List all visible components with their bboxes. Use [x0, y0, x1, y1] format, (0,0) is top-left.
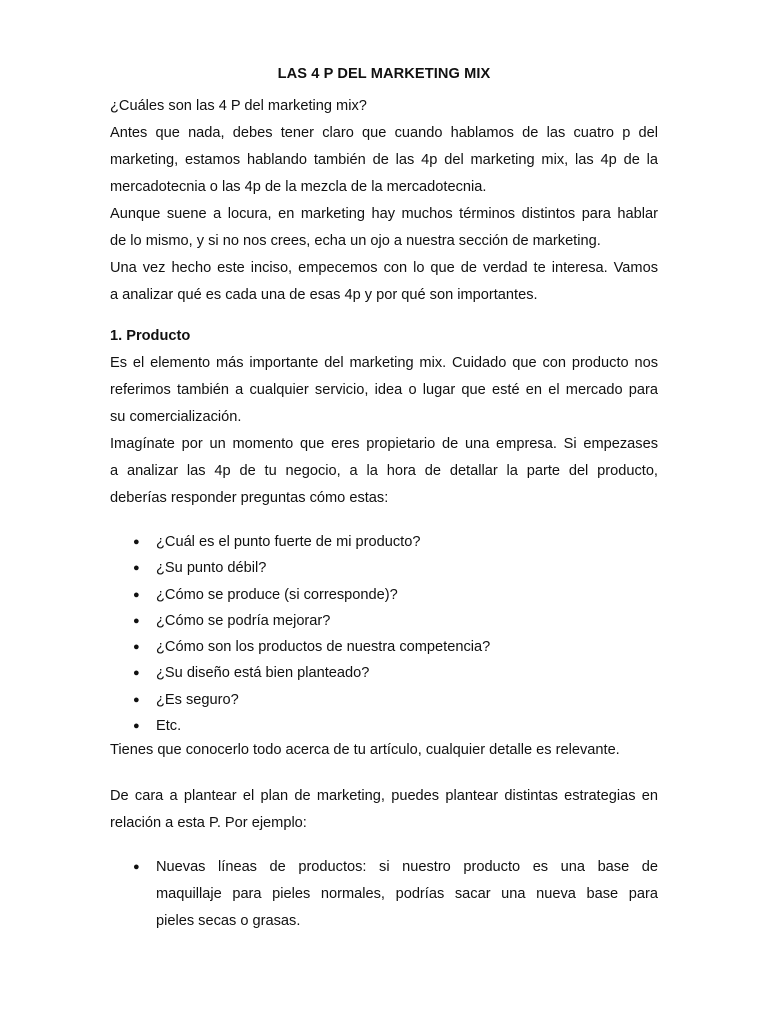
section-heading: 1. Producto: [110, 328, 191, 344]
text-line: referimos también a cualquier servicio, idea o lugar que esté en el mercado para: [110, 382, 658, 398]
text-line: Una vez hecho este inciso, empecemos con lo que de verdad te interesa. Vamos: [110, 260, 658, 276]
bullet-icon: ●: [133, 614, 140, 627]
document-title: LAS 4 P DEL MARKETING MIX: [277, 66, 491, 82]
list-item-text: ¿Cómo se podría mejorar?: [156, 612, 331, 629]
list-item: [110, 608, 658, 634]
list-item-text: ¿Cómo se produce (si corresponde)?: [156, 586, 398, 603]
bullet-icon: ●: [133, 720, 140, 733]
list-item-text: ¿Cuál es el punto fuerte de mi producto?: [156, 534, 421, 550]
bullet-icon: ●: [133, 667, 140, 680]
producto-section: [110, 323, 658, 512]
list-item: [110, 687, 658, 713]
bullet-icon: ●: [133, 562, 140, 575]
text-line: Imagínate por un momento que eres propietario de una empresa. Si empezases: [110, 436, 658, 452]
text-line: pieles secas o grasas.: [156, 913, 301, 929]
text-line: Nuevas líneas de productos: si nuestro producto es una base de: [156, 859, 658, 875]
questions-list: [110, 529, 658, 739]
text-line: Aunque suene a locura, en marketing hay muchos términos distintos para hablar: [110, 206, 658, 222]
list-item-text: Etc.: [156, 718, 182, 735]
intro-section: [110, 93, 658, 309]
producto-paragraph-1: [110, 350, 658, 431]
text-line: relación a esta P. Por ejemplo:: [110, 815, 307, 831]
text-line: a analizar qué es cada una de esas 4p y por qué son importantes.: [110, 287, 538, 303]
text-line: su comercialización.: [110, 409, 242, 425]
list-item: [110, 713, 658, 739]
bullet-icon: ●: [133, 588, 140, 601]
intro-paragraph-3: [110, 255, 658, 309]
list-item: [110, 582, 658, 608]
closing-paragraph: [110, 737, 658, 764]
strategy-paragraph: [110, 783, 658, 837]
text-line: mercadotecnia o las 4p de la mezcla de la mercadotecnia.: [110, 179, 487, 195]
intro-question: ¿Cuáles son las 4 P del marketing mix?: [110, 98, 367, 114]
list-item-text: ¿Cómo son los productos de nuestra competencia?: [156, 639, 491, 656]
bullet-icon: ●: [133, 536, 140, 548]
text-line: deberías responder preguntas cómo estas:: [110, 490, 389, 506]
intro-paragraph-1: [110, 120, 658, 201]
list-item: [110, 660, 658, 686]
text-line: a analizar las 4p de tu negocio, a la hora de detallar la parte del producto,: [110, 463, 658, 479]
text-line: maquillaje para pieles normales, podrías sacar una nueva base para: [156, 886, 658, 902]
text-line: Es el elemento más importante del marketing mix. Cuidado que con producto nos: [110, 355, 658, 371]
list-item-text: ¿Su punto débil?: [156, 560, 267, 577]
producto-paragraph-2: [110, 431, 658, 512]
text-line: Tienes que conocerlo todo acerca de tu artículo, cualquier detalle es relevante.: [110, 742, 620, 758]
text-line: marketing, estamos hablando también de las 4p del marketing mix, las 4p de la: [110, 152, 658, 168]
intro-paragraph-2: [110, 201, 658, 255]
text-line: de lo mismo, y si no nos crees, echa un ojo a nuestra sección de marketing.: [110, 233, 601, 249]
bullet-icon: ●: [133, 861, 140, 873]
list-item: [110, 634, 658, 660]
list-item: [110, 529, 658, 555]
strategy-item-text: [156, 854, 658, 935]
list-item-text: ¿Es seguro?: [156, 691, 239, 708]
list-item: [110, 555, 658, 581]
list-item-text: ¿Su diseño está bien planteado?: [156, 665, 370, 682]
text-line: Antes que nada, debes tener claro que cuando hablamos de las cuatro p del: [110, 125, 658, 141]
bullet-icon: ●: [133, 693, 140, 706]
text-line: De cara a plantear el plan de marketing, puedes plantear distintas estrategias en: [110, 788, 658, 804]
bullet-icon: ●: [133, 641, 140, 654]
